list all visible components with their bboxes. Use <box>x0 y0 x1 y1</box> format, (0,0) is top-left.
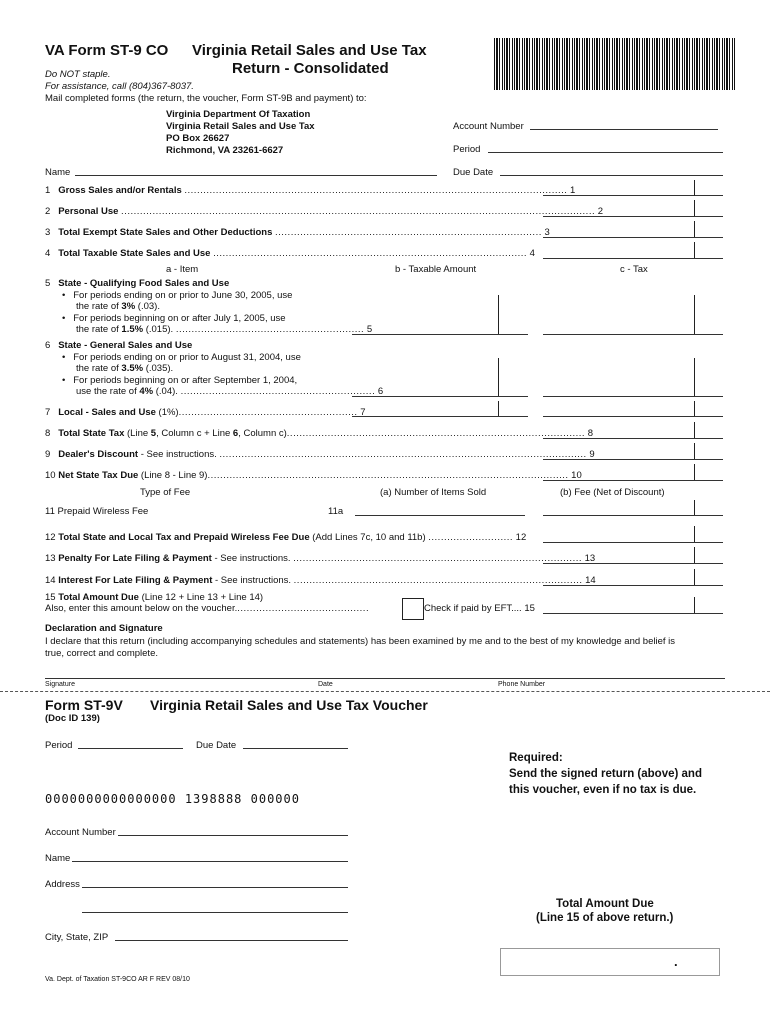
voucher-address-field-2[interactable] <box>82 912 348 913</box>
total-due-field[interactable] <box>500 948 720 976</box>
column-b-header: b - Taxable Amount <box>395 264 477 275</box>
cents-divider <box>498 358 499 396</box>
name-label: Name <box>45 167 71 178</box>
voucher-due-date-label: Due Date <box>196 740 237 751</box>
line-13-amount-field[interactable] <box>543 563 723 564</box>
line-5-bullet-1: • For periods ending on or prior to June 30, 2005, use <box>62 290 293 301</box>
fee-type-header: Type of Fee <box>140 487 191 498</box>
line-6-number: 6 <box>377 386 384 397</box>
cents-divider <box>694 422 695 438</box>
line-10-amount-field[interactable] <box>543 480 723 481</box>
account-number-label: Account Number <box>453 121 524 132</box>
line-15-number: 15 <box>524 603 535 614</box>
account-number-field[interactable] <box>530 129 718 130</box>
line-2-amount-field[interactable] <box>543 216 723 217</box>
line-6-taxable-field[interactable] <box>352 396 528 397</box>
address-line-1: Virginia Department Of Taxation <box>166 109 311 120</box>
cents-divider <box>694 358 695 396</box>
phone-label: Phone Number <box>498 681 546 688</box>
line-11a-number: 11a <box>328 506 344 517</box>
voucher-address-label: Address <box>45 879 80 890</box>
line-8-label: Total State Tax <box>58 428 125 439</box>
line-2-number: 2 <box>597 206 604 217</box>
line-9: 9 Dealer's Discount - See instructions. ..................................................................................................................... 9 <box>45 449 595 460</box>
line-12-amount-field[interactable] <box>543 542 723 543</box>
line-15-amount-field[interactable] <box>543 613 723 614</box>
line-5: 5 State - Qualifying Food Sales and Use <box>45 278 230 289</box>
line-15-label: Total Amount Due <box>58 592 139 603</box>
period-field[interactable] <box>488 152 723 153</box>
line-12-number: 12 <box>515 532 527 543</box>
date-label: Date <box>318 681 333 688</box>
ocr-scanline: 0000000000000000 1398888 000000 <box>45 792 300 806</box>
line-5-rate-2: the rate of 1.5% (.015). ............................................................ 5 <box>76 324 373 335</box>
cents-divider <box>694 597 695 613</box>
line-11-label: Prepaid Wireless Fee <box>57 506 149 517</box>
line-7: 7 Local - Sales and Use (1%)......................................................... 7 <box>45 407 366 418</box>
cents-divider <box>694 569 695 585</box>
address-line-2: Virginia Retail Sales and Use Tax <box>166 121 315 132</box>
line-3: 3 Total Exempt State Sales and Other Deductions ..................................................................................... 3 <box>45 227 550 238</box>
line-5-taxable-field[interactable] <box>352 334 528 335</box>
line-7-tax-field[interactable] <box>543 416 723 417</box>
line-11: 11 Prepaid Wireless Fee <box>45 506 149 517</box>
address-line-4: Richmond, VA 23261-6627 <box>166 145 284 156</box>
line-14-amount-field[interactable] <box>543 585 723 586</box>
line-8-amount-field[interactable] <box>543 438 723 439</box>
line-6: 6 State - General Sales and Use <box>45 340 193 351</box>
voucher-city-label: City, State, ZIP <box>45 932 109 943</box>
column-c-header: c - Tax <box>620 264 648 275</box>
signature-line[interactable] <box>45 678 725 679</box>
cut-line <box>0 691 770 692</box>
line-4-amount-field[interactable] <box>543 258 723 259</box>
required-line-2: this voucher, even if no tax is due. <box>509 784 697 796</box>
form-title: Virginia Retail Sales and Use Tax <box>192 42 427 59</box>
line-7-number: 7 <box>360 407 366 418</box>
line-6-rate-2: use the rate of 4% (.04). .............................................................. 6 <box>76 386 384 397</box>
voucher-period-label: Period <box>45 740 73 751</box>
form-subtitle: Return - Consolidated <box>232 60 389 77</box>
eft-label: Check if paid by EFT.... 15 <box>424 603 535 614</box>
line-7-taxable-field[interactable] <box>352 416 528 417</box>
line-4: 4 Total Taxable State Sales and Use .................................................................................................... 4 <box>45 248 535 259</box>
form-id: VA Form ST-9 CO <box>45 42 169 59</box>
line-5-tax-field[interactable] <box>543 334 723 335</box>
due-date-label: Due Date <box>453 167 494 178</box>
line-8: 8 Total State Tax (Line 5, Column c + Line 6, Column c)............................................................................................... 8 <box>45 428 593 439</box>
total-due-subheading: (Line 15 of above return.) <box>536 912 674 924</box>
period-label: Period <box>453 144 481 155</box>
barcode <box>494 38 736 90</box>
line-5-bullet-2: • For periods beginning on or after July 1, 2005, use <box>62 313 286 324</box>
line-6-bullet-2: • For periods beginning on or after September 1, 2004, <box>62 375 298 386</box>
line-12: 12 Total State and Local Tax and Prepaid Wireless Fee Due (Add Lines 7c, 10 and 11b) ........................... 12 <box>45 532 527 543</box>
voucher-address-field[interactable] <box>82 887 348 888</box>
column-a-header: a - Item <box>166 264 199 275</box>
voucher-title: Virginia Retail Sales and Use Tax Voucher <box>150 697 428 713</box>
footer-note: Va. Dept. of Taxation ST-9CO AR F REV 08/10 <box>45 976 190 983</box>
mail-instructions: Mail completed forms (the return, the voucher, Form ST-9B and payment) to: <box>45 93 367 104</box>
voucher-account-field[interactable] <box>118 835 348 836</box>
line-9-amount-field[interactable] <box>543 459 723 460</box>
cents-divider <box>694 500 695 515</box>
cents-divider <box>694 526 695 542</box>
declaration-title: Declaration and Signature <box>45 623 163 634</box>
cents-divider <box>694 242 695 258</box>
line-15: 15 Total Amount Due (Line 12 + Line 13 + Line 14) <box>45 592 264 603</box>
line-2: 2 Personal Use ....................................................................................................................................................... 2 <box>45 206 604 217</box>
line-10: 10 Net State Tax Due (Line 8 - Line 9)................................................................................................................... 10 <box>45 470 582 481</box>
line-13-number: 13 <box>584 553 596 564</box>
declaration-text-2: true, correct and complete. <box>45 648 158 659</box>
line-4-number: 4 <box>529 248 535 259</box>
name-field[interactable] <box>75 175 437 176</box>
line-6-tax-field[interactable] <box>543 396 723 397</box>
line-6-bullet-1: • For periods ending on or prior to August 31, 2004, use <box>62 352 301 363</box>
cents-divider <box>694 443 695 459</box>
cents-divider <box>694 547 695 563</box>
line-9-number: 9 <box>589 449 595 460</box>
eft-checkbox[interactable] <box>402 598 424 620</box>
line-1-number: 1 <box>570 185 576 196</box>
cents-divider <box>694 200 695 216</box>
line-1-label: Gross Sales and/or Rentals <box>58 185 182 196</box>
due-date-field[interactable] <box>500 175 723 176</box>
line-4-label: Total Taxable State Sales and Use <box>58 248 211 259</box>
required-heading: Required: <box>509 752 563 764</box>
voucher-form-id: Form ST-9V <box>45 697 123 713</box>
line-14: 14 Interest For Late Filing & Payment - See instructions. ............................................................................................ 14 <box>45 575 596 586</box>
cents-divider <box>498 295 499 334</box>
line-14-label: Interest For Late Filing & Payment <box>58 575 213 586</box>
address-line-3: PO Box 26627 <box>166 133 230 144</box>
line-9-label: Dealer's Discount <box>58 449 139 460</box>
cents-divider <box>694 401 695 416</box>
line-5-number: 5 <box>366 324 373 335</box>
line-13: 13 Penalty For Late Filing & Payment - See instructions. ............................................................................................ 13 <box>45 553 596 564</box>
line-14-number: 14 <box>585 575 596 586</box>
voucher-account-label: Account Number <box>45 827 116 838</box>
line-15-note: Also, enter this amount below on the voucher........................................... <box>45 603 370 614</box>
line-6-label: State - General Sales and Use <box>58 340 193 351</box>
line-1-amount-field[interactable] <box>543 195 723 196</box>
cents-divider <box>694 221 695 237</box>
line-3-label: Total Exempt State Sales and Other Deductions <box>58 227 273 238</box>
line-11b-field[interactable] <box>543 515 723 516</box>
required-line-1: Send the signed return (above) and <box>509 768 702 780</box>
voucher-doc-id: (Doc ID 139) <box>45 713 100 724</box>
line-3-number: 3 <box>544 227 550 238</box>
line-8-number: 8 <box>587 428 593 439</box>
line-12-label: Total State and Local Tax and Prepaid Wireless Fee Due <box>58 532 310 543</box>
line-13-label: Penalty For Late Filing & Payment <box>58 553 212 564</box>
line-10-number: 10 <box>571 470 582 481</box>
fee-amount-header: (b) Fee (Net of Discount) <box>560 487 665 498</box>
line-3-amount-field[interactable] <box>543 237 723 238</box>
voucher-name-label: Name <box>45 853 71 864</box>
signature-label: Signature <box>45 681 75 688</box>
voucher-city-field[interactable] <box>115 940 348 941</box>
line-6-rate-1: the rate of 3.5% (.035). <box>76 363 174 374</box>
line-5-rate-1: the rate of 3% (.03). <box>76 301 160 312</box>
voucher-due-date-field[interactable] <box>243 748 348 749</box>
line-7-label: Local - Sales and Use <box>58 407 156 418</box>
line-1: 1 Gross Sales and/or Rentals .......................................................................................................................... 1 <box>45 185 576 196</box>
total-due-decimal: . <box>674 954 678 969</box>
total-due-heading: Total Amount Due <box>556 898 654 910</box>
line-10-label: Net State Tax Due <box>58 470 139 481</box>
cents-divider <box>694 464 695 480</box>
declaration-text-1: I declare that this return (including accompanying schedules and statements) has been examined by me and to the best of my knowledge and belief is <box>45 636 676 647</box>
fee-items-header: (a) Number of Items Sold <box>380 487 487 498</box>
assistance-note: For assistance, call (804)367-8037. <box>45 81 194 92</box>
voucher-name-field[interactable] <box>72 861 348 862</box>
cents-divider <box>694 295 695 334</box>
line-11a-field[interactable] <box>355 515 525 516</box>
cents-divider <box>694 180 695 196</box>
cents-divider <box>498 401 499 416</box>
no-staple-note: Do NOT staple. <box>45 69 111 80</box>
line-2-label: Personal Use <box>58 206 119 217</box>
voucher-period-field[interactable] <box>78 748 183 749</box>
line-5-label: State - Qualifying Food Sales and Use <box>58 278 230 289</box>
